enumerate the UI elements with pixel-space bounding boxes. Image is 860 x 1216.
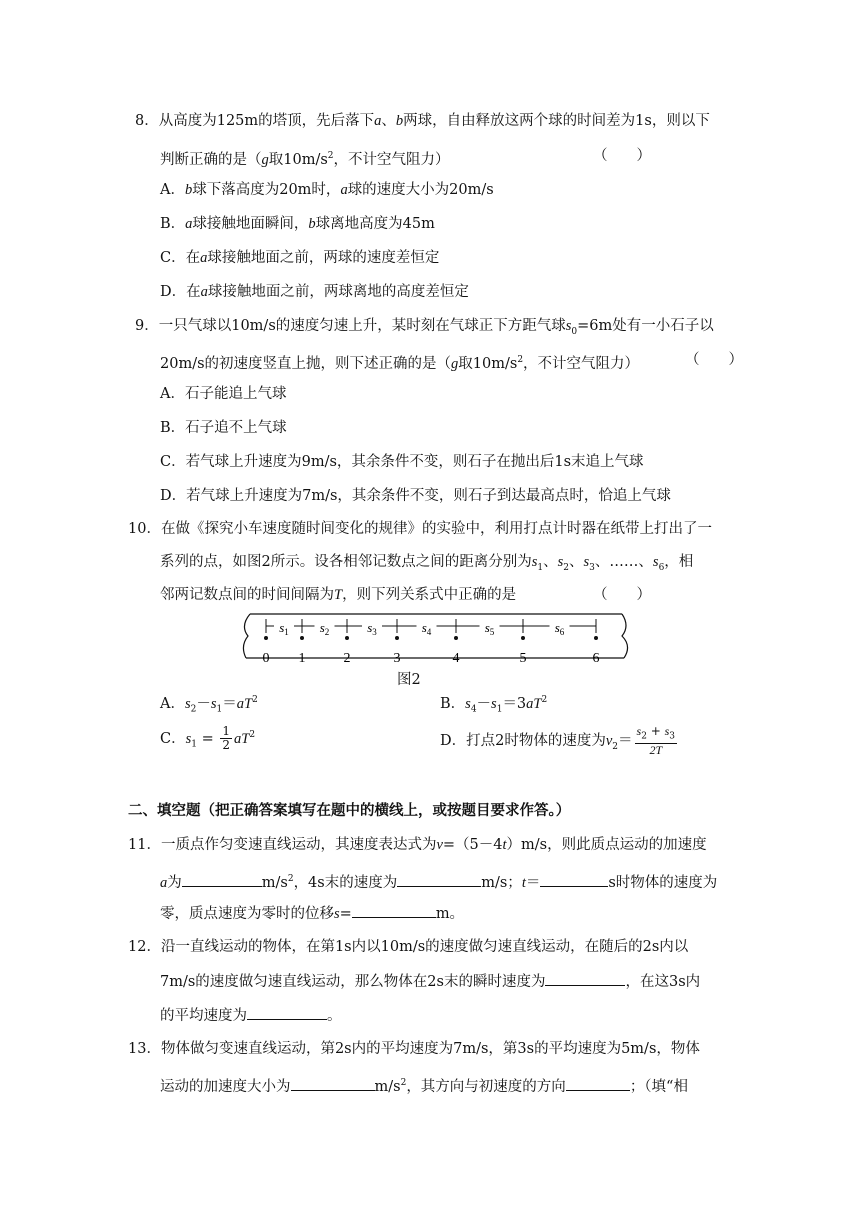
q10-line2: 系列的点，如图2所示。设各相邻记数点之间的距离分别为$s_1$、$s_2$、$s_3$、……、$s_6$，相 bbox=[160, 554, 694, 573]
tape-point-label-0: 0 bbox=[262, 651, 270, 666]
q10-option-b: B．$s_4-s_1=3aT^2$ bbox=[440, 695, 548, 715]
q8-option-a: A．b球下落高度为20m时，a球的速度大小为20m/s bbox=[160, 182, 494, 198]
tape-dot-6 bbox=[594, 636, 598, 640]
q9-line1: 9．一只气球以10m/s的速度匀速上升，某时刻在气球正下方距气球$s_0=6m$处有一小石子以 bbox=[135, 318, 714, 337]
q9-option-b: B．石子追不上气球 bbox=[160, 420, 287, 436]
q8-option-d: D．在a球接触地面之前，两球离地的高度差恒定 bbox=[160, 284, 469, 300]
tape-left-wavy-edge bbox=[243, 614, 250, 658]
blank-acceleration-magnitude[interactable] bbox=[291, 1076, 375, 1091]
q9-option-c: C．若气球上升速度为9m/s，其余条件不变，则石子在抛出后1s末追上气球 bbox=[160, 454, 644, 470]
q9-option-a: A．石子能追上气球 bbox=[160, 386, 287, 402]
tape-point-label-1: 1 bbox=[298, 651, 306, 666]
tape-point-label-2: 2 bbox=[343, 651, 351, 666]
q12-line1: 12．沿一直线运动的物体，在第1s内以10m/s的速度做匀速直线运动，在随后的2s内以 bbox=[128, 939, 689, 955]
tape-dot-5 bbox=[521, 636, 525, 640]
fraction-velocity: $\frac{s_2 + s_3}{2T}$ bbox=[636, 724, 676, 758]
figure-caption: 图2 bbox=[397, 672, 421, 688]
tape-dot-0 bbox=[264, 636, 268, 640]
segment-label-s1: $s_1$ bbox=[279, 620, 289, 637]
blank-displacement[interactable] bbox=[352, 903, 436, 918]
q9-line2: 20m/s的初速度竖直上抛，则下述正确的是（g取$10m/s^2$，不计空气阻力） bbox=[160, 355, 640, 372]
blank-acceleration[interactable] bbox=[182, 872, 262, 887]
blank-time-zero-velocity[interactable] bbox=[540, 872, 608, 887]
section-2-heading: 二、填空题（把正确答案填写在题中的横线上，或按题目要求作答。） bbox=[128, 802, 571, 819]
q11-line2: a为 $m/s^2$，4s末的速度为 m/s；t＝ s时物体的速度为 bbox=[160, 869, 717, 893]
fraction-one-half: $\frac{1}{2}$ bbox=[222, 724, 231, 753]
q10-option-d: D．打点2时物体的速度为$v_2=$ $\frac{s_2 + s_3}{2T}$ bbox=[440, 724, 676, 758]
segment-label-s2: $s_2$ bbox=[319, 620, 330, 637]
q8-line1: 8．从高度为125m的塔顶，先后落下a、b两球，自由释放这两个球的时间差为1s，则以下 bbox=[135, 113, 710, 129]
tape-point-label-3: 3 bbox=[393, 651, 401, 666]
q10-line1: 10．在做《探究小车速度随时间变化的规律》的实验中，利用打点计时器在纸带上打出了一 bbox=[128, 521, 712, 537]
q10-answer-paren: （ ） bbox=[593, 587, 651, 603]
q13-line2: 运动的加速度大小为 $m/s^2$，其方向与初速度的方向 ；（填“相 bbox=[160, 1073, 688, 1097]
ticker-tape-figure bbox=[236, 608, 636, 668]
blank-velocity-4s[interactable] bbox=[397, 872, 481, 887]
segment-label-s3: $s_3$ bbox=[367, 620, 377, 637]
q11-line3: 零，质点速度为零时的位移s= m。 bbox=[160, 903, 464, 924]
tape-dot-2 bbox=[345, 636, 349, 640]
tape-right-wavy-edge bbox=[622, 614, 628, 658]
blank-instant-velocity[interactable] bbox=[545, 971, 625, 986]
q8-line2: 判断正确的是（g取$10m/s^2$，不计空气阻力） bbox=[160, 151, 450, 168]
q9-option-d: D．若气球上升速度为7m/s，其余条件不变，则石子到达最高点时，恰追上气球 bbox=[160, 488, 671, 504]
blank-direction[interactable] bbox=[566, 1076, 630, 1091]
q10-line3: 邻两记数点间的时间间隔为T，则下列关系式中正确的是 bbox=[160, 587, 517, 603]
segment-label-s6: $s_6$ bbox=[554, 620, 565, 637]
blank-average-velocity[interactable] bbox=[247, 1005, 327, 1020]
tape-point-label-4: 4 bbox=[452, 651, 460, 666]
q8-option-c: C．在a球接触地面之前，两球的速度差恒定 bbox=[160, 250, 440, 266]
q12-line2: 7m/s的速度做匀速直线运动，那么物体在2s末的瞬时速度为 ，在这3s内 bbox=[160, 971, 700, 992]
segment-label-s4: $s_4$ bbox=[421, 620, 432, 637]
tape-point-label-5: 5 bbox=[519, 651, 527, 666]
q9-answer-paren: （ ） bbox=[685, 352, 743, 368]
tape-dot-1 bbox=[300, 636, 304, 640]
q8-answer-paren: （ ） bbox=[593, 148, 651, 164]
tape-point-label-6: 6 bbox=[592, 651, 600, 666]
q13-line1: 13．物体做匀变速直线运动，第2s内的平均速度为7m/s，第3s的平均速度为5m/s，物体 bbox=[128, 1041, 700, 1057]
tape-dot-4 bbox=[454, 636, 458, 640]
q8-option-b: B．a球接触地面瞬间，b球离地高度为45m bbox=[160, 216, 435, 232]
q10-option-a: A．$s_2-s_1=aT^2$ bbox=[160, 695, 258, 715]
q10-option-c: C．$s_1$ = $\frac{1}{2}$ $aT^2$ bbox=[160, 724, 256, 753]
q12-line3: 的平均速度为 。 bbox=[160, 1005, 342, 1026]
tape-dot-3 bbox=[395, 636, 399, 640]
q11-line1: 11．一质点作匀变速直线运动，其速度表达式为v=（5－4t）m/s，则此质点运动的加速度 bbox=[128, 837, 707, 853]
segment-label-s5: $s_5$ bbox=[484, 620, 495, 637]
